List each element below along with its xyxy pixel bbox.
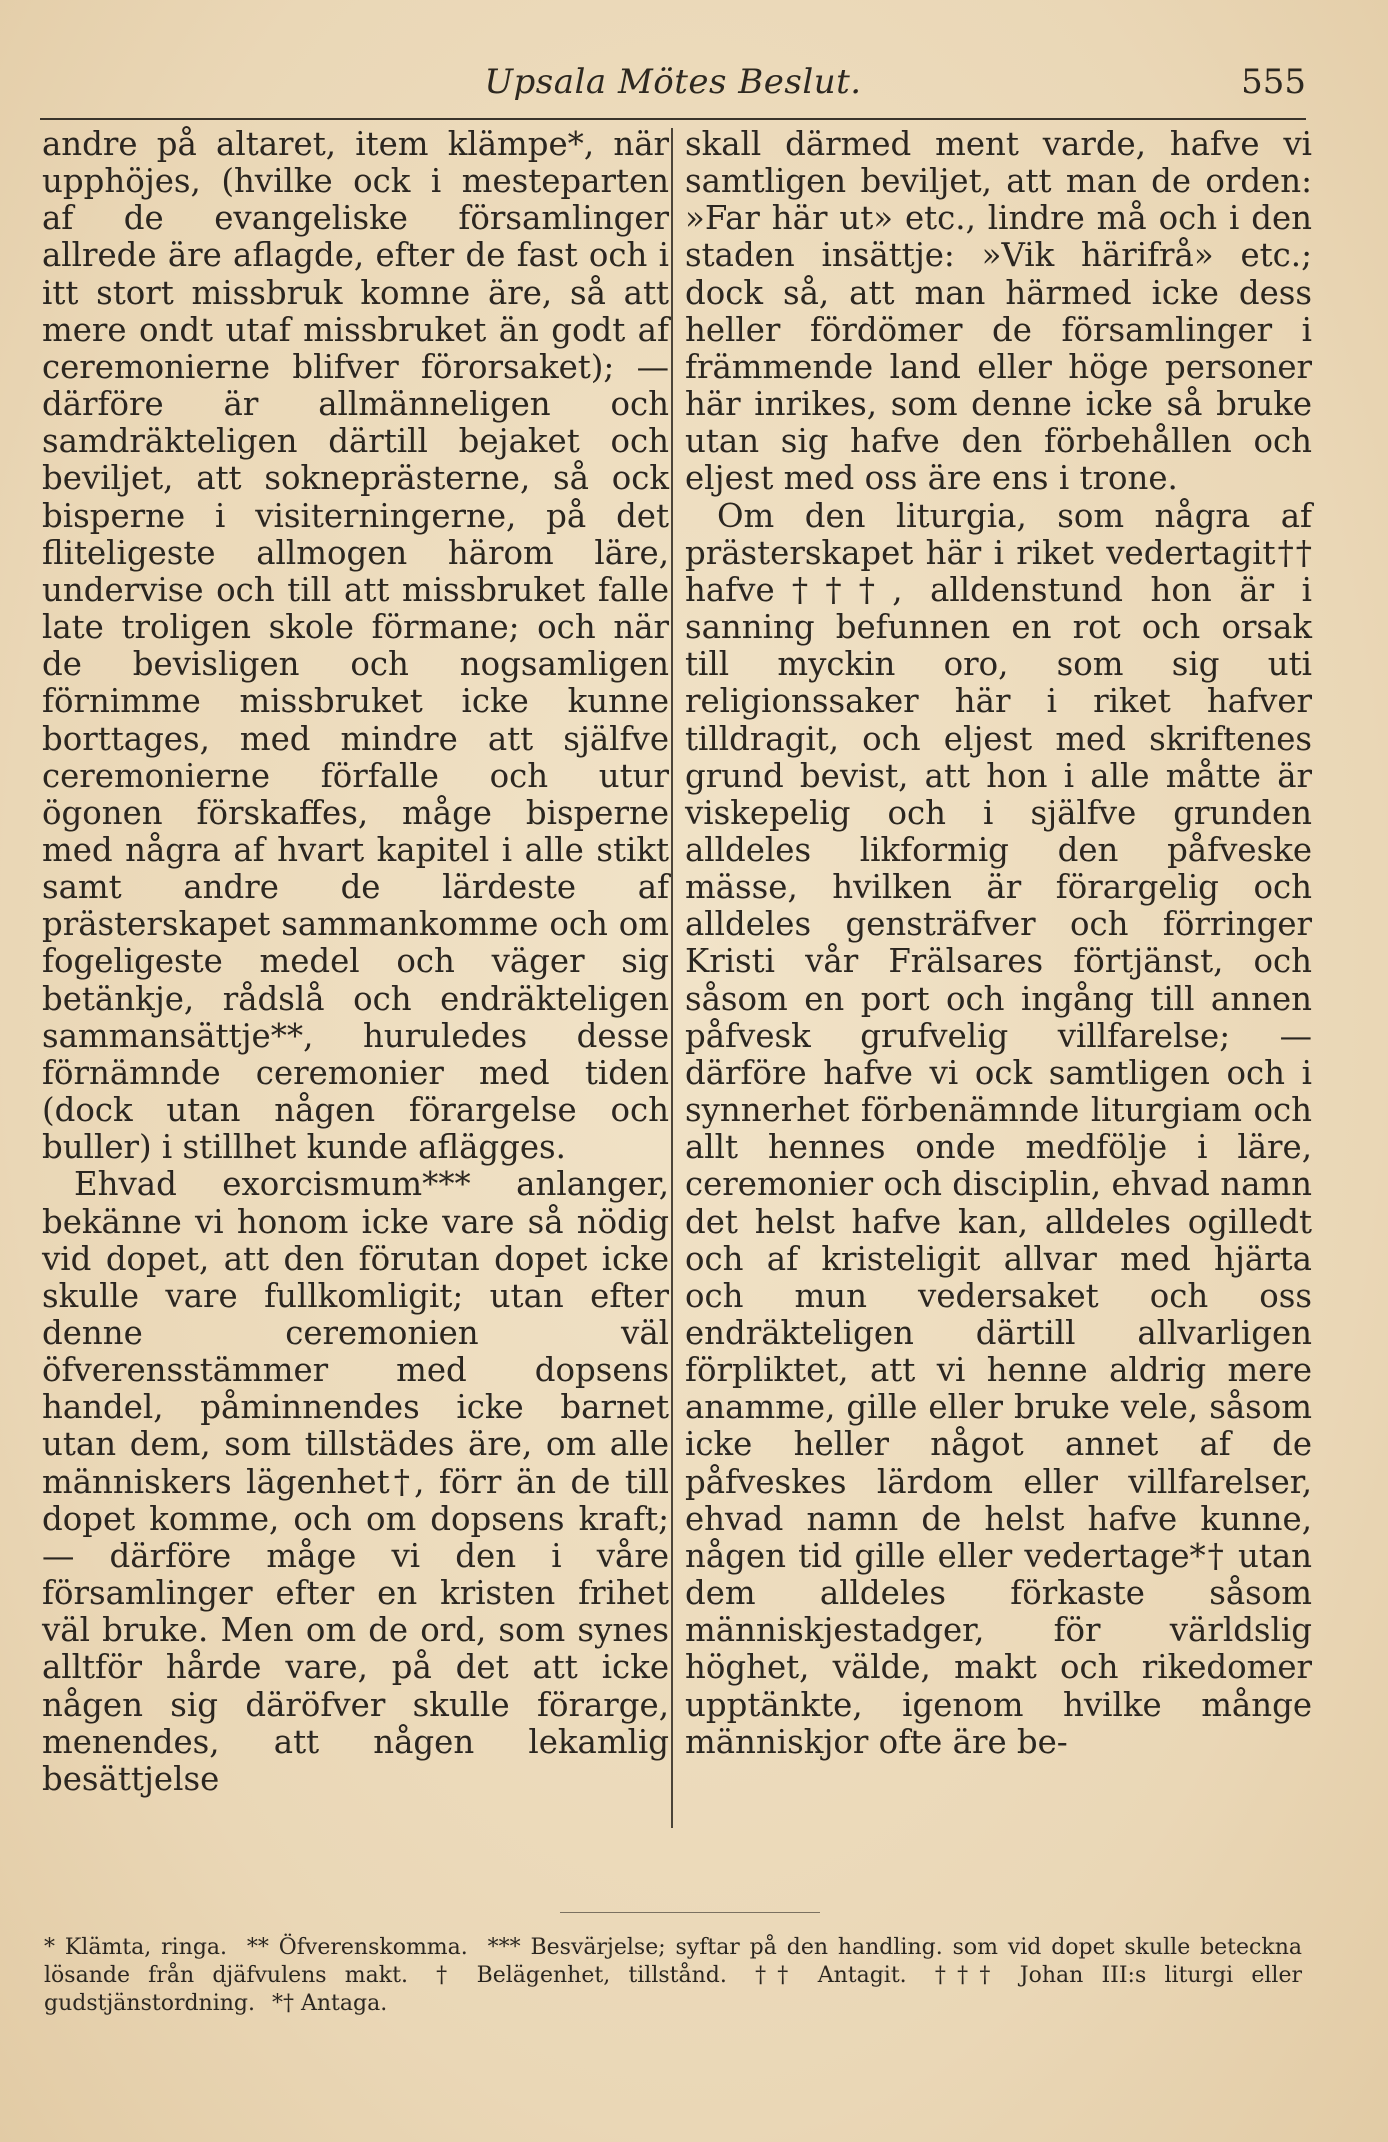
footnote-item: †† Antagit.: [755, 1963, 907, 1988]
footnote-rule: [560, 1912, 820, 1913]
header-rule: [40, 118, 1306, 120]
footnote-item: *** Besvärjelse; syftar på den handling. som vid dopet skulle beteckna lösande från djäfvulens makt.: [44, 1935, 1302, 1988]
footnote-item: ** Öfverenskomma.: [246, 1935, 468, 1960]
right-paragraph-2: Om den liturgia, som några af prästerskapet här i riket vedertagit†† hafve†††, alldenstund hon är i sanning befunnen en rot och orsak till myckin oro, som sig uti religionssaker här i riket hafver tilldragit, och eljest med skriftenes grund bevist, att hon i alle måtte är viskepelig och i själfve grunden alldeles likformig den påfveske mässe, hvilken är förargelig och alldeles gensträfver och förringer Kristi vår Frälsares förtjänst, och såsom en port och ingång till annen påfvesk grufvelig villfarelse; — därföre hafve vi ock samtligen och i synnerhet förbenämnde liturgiam och allt hennes onde medfölje i läre, ceremonier och disciplin, ehvad namn det helst hafve kan, alldeles ogilledt och af kristeligit allvar med hjärta och mun vedersaket och oss endräkteligen därtill allvarligen förpliktet, att vi henne aldrig mere anamme, gille eller bruke vele, såsom icke heller något annet af de påfveskes lärdom eller villfarelser, ehvad namn de helst hafve kunne, någen tid gille eller vedertage*† utan dem alldeles förkaste såsom människjestadger, för världslig höghet, välde, makt och rikedomer upptänkte, igenom hvilke månge människjor ofte äre be-: [685, 496, 1312, 1761]
page-header: [40, 62, 1306, 112]
footnotes: [44, 1934, 1302, 2018]
left-paragraph-2: Ehvad exorcismum*** anlanger, bekänne vi honom icke vare så nödig vid dopet, att den förutan dopet icke skulle vare fullkomligit; utan efter denne ceremonien väl öfverensstämmer med dopsens handel, påminnendes icke barnet utan dem, som tillstädes äre, om alle människers lägenhet†, förr än de till dopet komme, och om dopsens kraft; — därföre måge vi den i våre församlinger efter en kristen frihet väl bruke. Men om de ord, som synes alltför hårde vare, på det att icke någen sig däröfver skulle förarge, menendes, att någen lekamlig besättjelse: [42, 1165, 669, 1798]
right-column: [685, 126, 1312, 1761]
footnote-item: * Klämta, ringa.: [44, 1935, 228, 1960]
running-title: Upsala Mötes Beslut.: [484, 62, 862, 102]
left-column: [42, 126, 669, 1798]
column-divider: [671, 128, 673, 1828]
page-number: 555: [1241, 62, 1306, 102]
left-paragraph-1: andre på altaret, item klämpe*, när upphöjes, (hvilke ock i mesteparten af de evangeliske församlinger allrede äre aflagde, efter de fast och i itt stort missbruk komne äre, så att mere ondt utaf missbruket än godt af ceremonierne blifver förorsaket); — därföre är allmänneligen och samdräkteligen därtill bejaket och beviljet, att sokneprästerne, så ock bisperne i visiterningerne, på det fliteligeste allmogen härom läre, undervise och till att missbruket falle late troligen skole förmane; och när de bevisligen och nogsamligen förnimme missbruket icke kunne borttages, med mindre att själfve ceremonierne förfalle och utur ögonen förskaffes, måge bisperne med några af hvart kapitel i alle stikt samt andre de lärdeste af prästerskapet sammankomme och om fogeligeste medel och väger sig betänkje, rådslå och endräkteligen sammansättje**, huruledes desse förnämnde ceremonier med tiden (dock utan någen förargelse och buller) i stillhet kunde aflägges.: [42, 125, 669, 1167]
footnote-item: ††† Johan III:s liturgi eller gudstjänstordning.: [44, 1963, 1303, 2016]
footnote-item: † Belägenhet, tillstånd.: [436, 1963, 727, 1988]
footnote-item: *† Antaga.: [272, 1991, 388, 2016]
right-paragraph-1: skall därmed ment varde, hafve vi samtligen beviljet, att man de orden: »Far här ut» etc., lindre må och i den staden insättje: »Vik härifrå» etc.; dock så, att man härmed icke dess heller fördömer de församlinger i främmende land eller höge personer här inrikes, som denne icke så bruke utan sig hafve den förbehållen och eljest med oss äre ens i trone.: [685, 125, 1312, 498]
